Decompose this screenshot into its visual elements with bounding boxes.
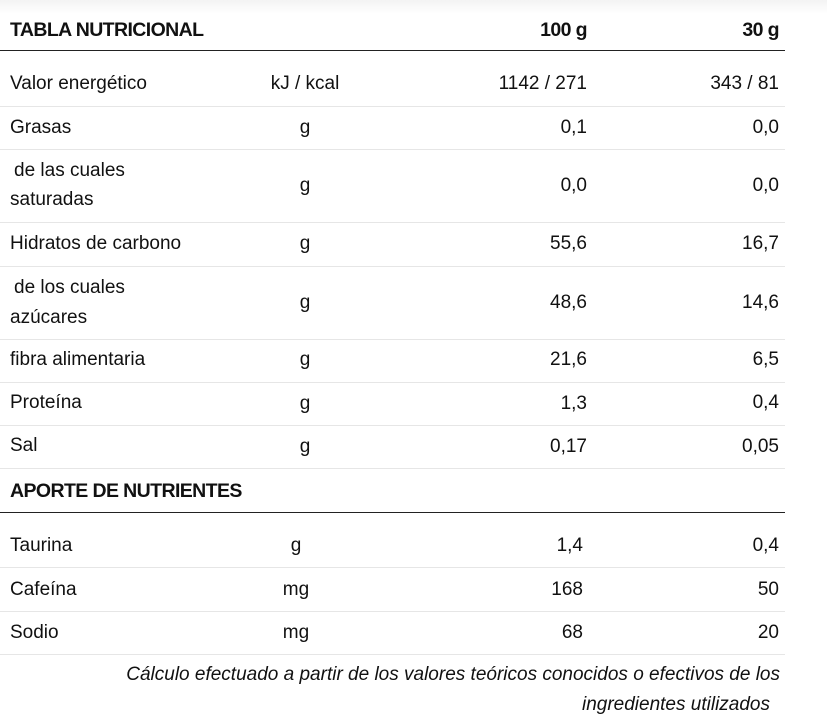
table-row — [0, 383, 785, 426]
row-label: Sal — [10, 435, 38, 456]
table-row — [0, 524, 785, 568]
row-value-100g: 55,6 — [550, 233, 587, 254]
row-label: fibra alimentaria — [10, 349, 146, 370]
row-unit: g — [299, 175, 311, 196]
row-value-100g: 21,6 — [550, 349, 587, 370]
table-header — [0, 10, 785, 51]
row-value-100g: 1,3 — [560, 393, 587, 414]
row-value-30g: 50 — [757, 579, 779, 600]
row-value-100g: 1142 / 271 — [498, 73, 587, 94]
row-value-30g: 0,4 — [752, 392, 779, 413]
table-row — [0, 107, 785, 150]
table-row — [0, 223, 785, 267]
table-title: TABLA NUTRICIONAL — [10, 19, 204, 41]
row-label: Valor energético — [10, 73, 147, 94]
row-value-30g: 6,5 — [752, 349, 779, 370]
row-value-100g: 0,1 — [560, 117, 587, 138]
row-value-100g: 0,0 — [560, 175, 587, 196]
row-value-30g: 0,05 — [742, 436, 779, 457]
table-row — [0, 63, 785, 107]
table-row — [0, 267, 785, 340]
row-unit: g — [299, 393, 311, 414]
row-value-30g: 0,4 — [752, 535, 779, 556]
row-unit: kJ / kcal — [270, 73, 340, 94]
row-label-continued: azúcares — [10, 307, 88, 328]
row-unit: mg — [282, 622, 310, 643]
row-unit: mg — [282, 579, 310, 600]
row-label: de las cuales — [14, 160, 125, 181]
row-label: Cafeína — [10, 579, 77, 600]
row-unit: g — [299, 436, 311, 457]
row-unit: g — [299, 233, 311, 254]
row-value-30g: 20 — [757, 622, 779, 643]
table-row — [0, 150, 785, 223]
row-value-30g: 0,0 — [752, 175, 779, 196]
table-row — [0, 612, 785, 655]
footnote — [40, 660, 780, 720]
row-unit: g — [299, 349, 311, 370]
table-row — [0, 340, 785, 383]
row-value-100g: 48,6 — [550, 292, 587, 313]
row-label: Taurina — [10, 535, 73, 556]
table-row — [0, 568, 785, 612]
row-value-30g: 14,6 — [742, 292, 779, 313]
row-unit: g — [299, 117, 311, 138]
row-value-100g: 168 — [551, 579, 583, 600]
row-value-30g: 0,0 — [752, 117, 779, 138]
row-value-100g: 68 — [561, 622, 583, 643]
table-row — [0, 426, 785, 469]
row-label: de los cuales — [14, 277, 125, 298]
footnote-line-1: Cálculo efectuado a partir de los valores teóricos conocidos o efectivos de los — [126, 664, 780, 685]
row-unit: g — [299, 292, 311, 313]
row-label: Hidratos de carbono — [10, 233, 182, 254]
footnote-line-2: ingredientes utilizados — [581, 694, 770, 715]
column-header-100g: 100 g — [540, 19, 587, 41]
nutrients-header — [0, 470, 785, 513]
row-label: Sodio — [10, 622, 59, 643]
column-header-30g: 30 g — [742, 19, 779, 41]
row-value-30g: 343 / 81 — [710, 73, 779, 94]
row-value-100g: 1,4 — [556, 535, 583, 556]
row-label: Grasas — [10, 117, 72, 138]
row-unit: g — [290, 535, 302, 556]
row-label-continued: saturadas — [10, 189, 94, 210]
row-value-30g: 16,7 — [742, 233, 779, 254]
row-label: Proteína — [10, 392, 82, 413]
row-value-100g: 0,17 — [550, 436, 587, 457]
nutrients-title: APORTE DE NUTRIENTES — [10, 480, 242, 502]
